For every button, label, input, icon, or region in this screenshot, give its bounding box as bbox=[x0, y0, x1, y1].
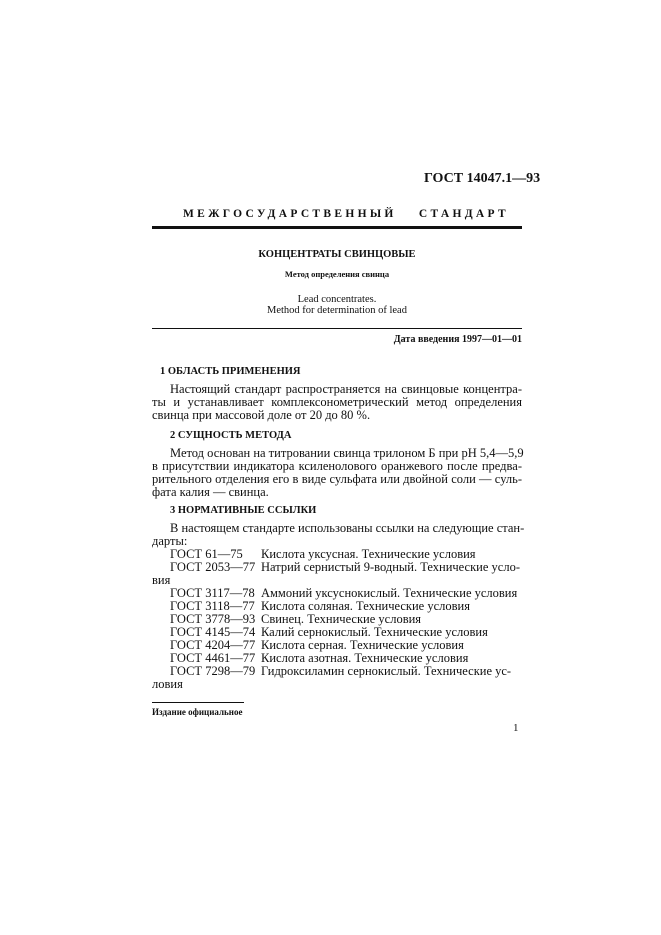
section-2-line: рительного отделения его в виде сульфата или двойной соли — суль- bbox=[152, 472, 522, 486]
reference-code: ГОСТ 61—75 bbox=[170, 547, 243, 561]
reference-item bbox=[170, 560, 520, 575]
title-divider bbox=[152, 328, 522, 329]
reference-title: Кислота уксусная. Технические условия bbox=[261, 547, 476, 561]
reference-title: Натрий сернистый 9-водный. Технические усло- bbox=[261, 560, 520, 574]
reference-title: Калий сернокислый. Технические условия bbox=[261, 625, 488, 639]
reference-title: Кислота азотная. Технические условия bbox=[261, 651, 469, 665]
document-subtitle: Метод определения свинца bbox=[284, 269, 390, 279]
footer-divider bbox=[152, 702, 244, 703]
section-2-line: в присутствии индикатора ксиленолового оранжевого после предва- bbox=[152, 459, 522, 473]
reference-title: Гидроксиламин сернокислый. Технические ус- bbox=[261, 664, 512, 678]
section-1-heading: 1 ОБЛАСТЬ ПРИМЕНЕНИЯ bbox=[160, 366, 301, 377]
reference-title: Свинец. Технические условия bbox=[261, 612, 422, 626]
reference-code: ГОСТ 3118—77 bbox=[170, 599, 255, 613]
header-divider bbox=[152, 226, 522, 229]
reference-item bbox=[170, 664, 511, 679]
reference-title: Кислота серная. Технические условия bbox=[261, 638, 464, 652]
reference-code: ГОСТ 4145—74 bbox=[170, 625, 256, 639]
page-number: 1 bbox=[513, 722, 519, 734]
section-1-line: ты и устанавливает комплексонометрический метод определения bbox=[152, 395, 522, 409]
interstate-standard-label: МЕЖГОСУДАРСТВЕННЫЙ СТАНДАРТ bbox=[183, 208, 509, 220]
official-edition-label: Издание официальное bbox=[152, 707, 243, 717]
english-title-line-2: Method for determination of lead bbox=[267, 305, 407, 316]
document-number: ГОСТ 14047.1—93 bbox=[424, 171, 541, 186]
section-2-heading: 2 СУЩНОСТЬ МЕТОДА bbox=[170, 430, 292, 441]
reference-code: ГОСТ 3778—93 bbox=[170, 612, 256, 626]
introduction-date: Дата введения 1997—01—01 bbox=[393, 334, 522, 345]
section-1-line: свинца при массовой доле от 20 до 80 %. bbox=[152, 408, 371, 422]
reference-continuation: вия bbox=[152, 573, 171, 587]
document-title: КОНЦЕНТРАТЫ СВИНЦОВЫЕ bbox=[258, 249, 416, 260]
reference-title: Аммоний уксуснокислый. Технические условия bbox=[261, 586, 518, 600]
reference-code: ГОСТ 7298—79 bbox=[170, 664, 256, 678]
section-3-intro-line: дарты: bbox=[152, 534, 188, 548]
section-2-line: фата калия — свинца. bbox=[152, 485, 269, 499]
reference-code: ГОСТ 3117—78 bbox=[170, 586, 255, 600]
reference-code: ГОСТ 4204—77 bbox=[170, 638, 256, 652]
section-3-intro-line: В настоящем стандарте использованы ссылки на следующие стан- bbox=[170, 521, 525, 535]
reference-continuation: ловия bbox=[152, 677, 183, 691]
reference-code: ГОСТ 2053—77 bbox=[170, 560, 256, 574]
section-3-heading: 3 НОРМАТИВНЫЕ ССЫЛКИ bbox=[170, 505, 317, 516]
reference-code: ГОСТ 4461—77 bbox=[170, 651, 256, 665]
reference-title: Кислота соляная. Технические условия bbox=[261, 599, 470, 613]
section-1-line: Настоящий стандарт распространяется на свинцовые концентра- bbox=[170, 382, 522, 396]
english-title-line-1: Lead concentrates. bbox=[297, 294, 377, 305]
section-2-line: Метод основан на титровании свинца трилоном Б при pH 5,4—5,9 bbox=[170, 446, 524, 460]
